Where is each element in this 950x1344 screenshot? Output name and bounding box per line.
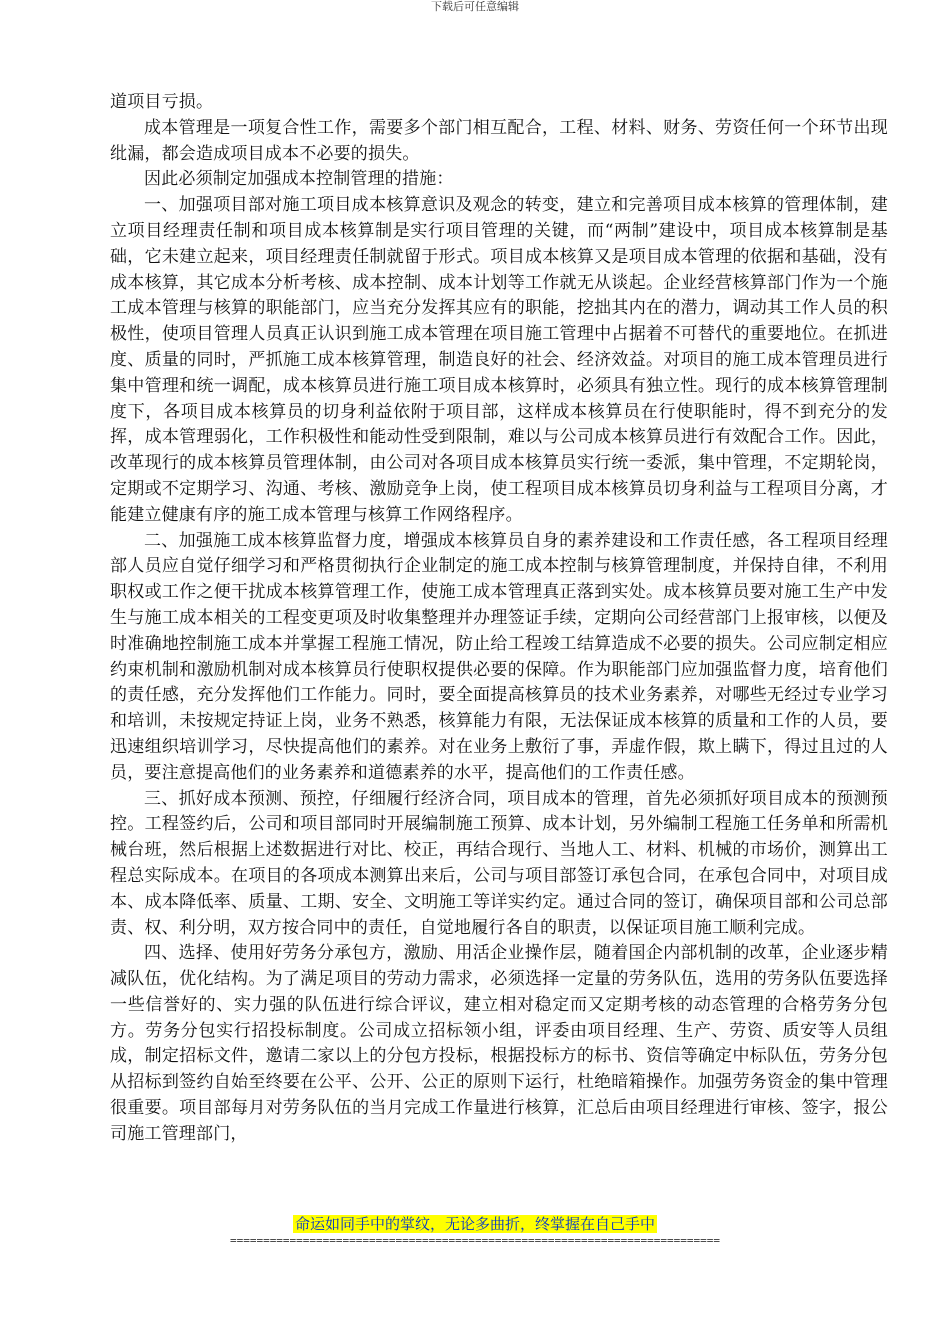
footer-quote (0, 1214, 950, 1234)
paragraph-continuation: 道项目亏损。 (110, 92, 214, 112)
footer-divider: ========================================================================== (229, 1234, 721, 1247)
paragraph-cost-management: 成本管理是一项复合性工作，需要多个部门相互配合，工程、材料、财务、劳资任何一个环节出现纰漏，都会造成项目成本不必要的损失。 (110, 117, 888, 164)
page-header-note: 下载后可任意编辑 (431, 0, 519, 13)
paragraph-measure-one: 一、加强项目部对施工项目成本核算意识及观念的转变，建立和完善项目成本核算的管理体制，建立项目经理责任制和项目成本核算制是实行项目管理的关键，而“两制”建设中，项目成本核算制是基础，它未建立起来，项目经理责任制就留于形式。项目成本核算又是项目成本管理的依据和基础，没有成本核算，其它成本分析考核、成本控制、成本计划等工作就无从谈起。企业经营核算部门作为一个施工成本管理与核算的职能部门，应当充分发挥其应有的职能，挖拙其内在的潜力，调动其工作人员的积极性，使项目管理人员真正认识到施工成本管理在项目施工管理中占据着不可替代的重要地位。在抓进度、质量的同时，严抓施工成本核算管理，制造良好的社会、经济效益。对项目的施工成本管理员进行集中管理和统一调配，成本核算员进行施工项目成本核算时，必须具有独立性。现行的成本核算管理制度下，各项目成本核算员的切身利益依附于项目部，这样成本核算员在行使职能时，得不到充分的发挥，成本管理弱化，工作积极性和能动性受到限制，难以与公司成本核算员进行有效配合工作。因此，改革现行的成本核算员管理体制，由公司对各项目成本核算员实行统一委派，集中管理，不定期轮岗，定期或不定期学习、沟通、考核、激励竞争上岗，使工程项目成本核算员切身利益与工程项目分离，才能建立健康有序的施工成本管理与核算工作网络程序。 (110, 195, 888, 525)
document-body (110, 90, 888, 1148)
footer-quote-text: 命运如同手中的掌纹，无论多曲折，终掌握在自己手中 (294, 1215, 655, 1233)
paragraph-measure-four: 四、选择、使用好劳务分承包方，激励、用活企业操作层，随着国企内部机制的改革，企业逐步精减队伍，优化结构。为了满足项目的劳动力需求，必须选择一定量的劳务队伍，选用的劳务队伍要选择一些信誉好的、实力强的队伍进行综合评议，建立相对稳定而又定期考核的动态管理的合格劳务分包方。劳务分包实行招投标制度。公司成立招标领小组，评委由项目经理、生产、劳资、质安等人员组成，制定招标文件，邀请二家以上的分包方投标，根据投标方的标书、资信等确定中标队伍，劳务分包从招标到签约自始至终要在公平、公开、公正的原则下运行，杜绝暗箱操作。加强劳务资金的集中管理很重要。项目部每月对劳务队伍的当月完成工作量进行核算，汇总后由项目经理进行审核、签字，报公司施工管理部门， (110, 943, 888, 1144)
paragraph-measures-intro: 因此必须制定加强成本控制管理的措施： (144, 169, 454, 190)
paragraph-measure-two: 二、加强施工成本核算监督力度，增强成本核算员自身的素养建设和工作责任感，各工程项目经理部人员应自觉仔细学习和严格贯彻执行企业制定的施工成本控制与核算管理制度，并保持自律，不利用职权或工作之便干扰成本核算管理工作，使施工成本管理真正落到实处。成本核算员要对施工生产中发生与施工成本相关的工程变更项及时收集整理并办理签证手续，定期向公司经营部门上报审核，以便及时准确地控制施工成本并掌握工程施工情况，防止给工程竣工结算造成不必要的损失。公司应制定相应约束机制和激励机制对成本核算员行使职权提供必要的保障。作为职能部门应加强监督力度，培育他们的责任感，充分发挥他们工作能力。同时，要全面提高核算员的技术业务素养，对哪些无经过专业学习和培训，未按规定持证上岗，业务不熟悉，核算能力有限，无法保证成本核算的质量和工作的人员，要迅速组织培训学习，尽快提高他们的素养。对在业务上敷衍了事，弄虚作假，欺上瞒下，得过且过的人员，要注意提高他们的业务素养和道德素养的水平，提高他们的工作责任感。 (110, 530, 888, 783)
paragraph-measure-three: 三、抓好成本预测、预控，仔细履行经济合同，项目成本的管理，首先必须抓好项目成本的预测预控。工程签约后，公司和项目部同时开展编制施工预算、成本计划，另外编制工程施工任务单和所需机械台班，然后根据上述数据进行对比、校正，再结合现行、当地人工、材料、机械的市场价，测算出工程总实际成本。在项目的各项成本测算出来后，公司与项目部签订承包合同，在承包合同中，对项目成本、成本降低率、质量、工期、安全、文明施工等详实约定。通过合同的签订，确保项目部和公司总部责、权、利分明，双方按合同中的责任，自觉地履行各自的职责，以保证项目施工顺利完成。 (110, 788, 888, 938)
